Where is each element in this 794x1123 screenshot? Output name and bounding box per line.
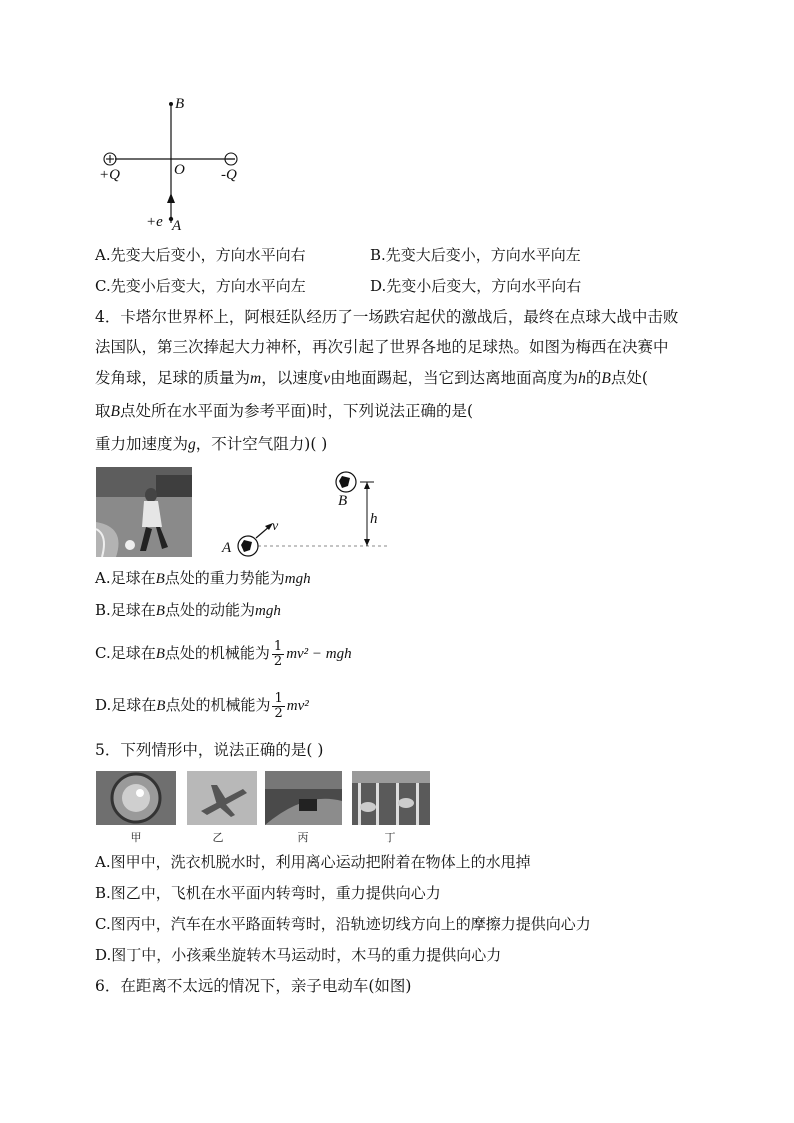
electron-label: +e	[146, 214, 163, 230]
q3-option-c: C.先变小后变大，方向水平向左	[95, 277, 306, 295]
q4-text: 的	[585, 369, 602, 387]
option-text: A.足球在	[95, 569, 156, 587]
option-text: 点处的机械能为	[165, 696, 271, 714]
q4-text: ，以速度	[261, 369, 324, 387]
option-text: C.足球在	[95, 644, 156, 662]
q3-option-d: D.先变小后变大，方向水平向右	[370, 277, 582, 295]
washing-machine-photo	[96, 771, 176, 825]
corner-kick-photo	[96, 467, 192, 557]
q3-option-a: A.先变大后变小，方向水平向右	[95, 246, 306, 264]
fraction-half	[272, 640, 284, 669]
option-text: 点处的机械能为	[164, 644, 270, 662]
carousel-photo	[352, 771, 430, 825]
var-v: v	[323, 370, 331, 387]
height-h-label: h	[370, 511, 378, 527]
q4-option-d	[95, 688, 309, 723]
q4-text: 点处(	[610, 369, 648, 387]
positive-charge-label: +Q	[99, 167, 120, 183]
fraction-denominator: 2	[274, 705, 283, 721]
fraction-denominator: 2	[273, 653, 283, 669]
ball-A-label: A	[222, 540, 232, 556]
velocity-v-label: v	[272, 519, 279, 534]
option-text: D.足球在	[95, 696, 157, 714]
point-B-label: B	[175, 96, 185, 112]
q4-option-b	[95, 600, 281, 621]
q4-text: 重力加速度为	[95, 435, 189, 453]
airplane-photo	[187, 771, 257, 825]
caption-yi: 乙	[212, 831, 224, 844]
formula: mgh	[254, 603, 281, 619]
option-text: B.足球在	[95, 601, 156, 619]
var-B: B	[155, 603, 165, 619]
formula: mv²	[286, 698, 309, 714]
q4-stem-line2: 法国队，第三次捧起大力神杯，再次引起了世界各地的足球热。如图为梅西在决赛中	[95, 338, 669, 356]
q5-option-b: B.图乙中，飞机在水平面内转弯时，重力提供向心力	[95, 884, 441, 902]
q4-option-a	[95, 568, 311, 589]
q4-stem-line3	[95, 368, 648, 389]
q4-text: 发角球，足球的质量为	[95, 369, 251, 387]
point-A-label: A	[172, 218, 182, 234]
formula: mv² − mgh	[286, 646, 352, 662]
q4-text: ，不计空气阻力)( )	[195, 435, 328, 453]
q6-stem: 6．在距离不太远的情况下，亲子电动车(如图)	[95, 977, 412, 995]
q5-stem: 5．下列情形中，说法正确的是( )	[95, 741, 324, 759]
var-B: B	[155, 571, 165, 587]
q5-option-d: D.图丁中，小孩乘坐旋转木马运动时，木马的重力提供向心力	[95, 946, 502, 964]
q3-option-b: B.先变大后变小，方向水平向左	[370, 246, 581, 264]
fraction-numerator: 1	[274, 690, 283, 706]
fraction-numerator: 1	[273, 638, 283, 654]
q4-text: 点处所在水平面为参考平面)时，下列说法正确的是(	[119, 402, 474, 420]
option-text: 点处的重力势能为	[164, 569, 285, 587]
q5-option-a: A.图甲中，洗衣机脱水时，利用离心运动把附着在物体上的水甩掉	[95, 853, 531, 871]
q4-option-c	[95, 636, 352, 671]
q4-stem-line1: 4．卡塔尔世界杯上，阿根廷队经历了一场跌宕起伏的激战后，最终在点球大战中击败	[95, 308, 679, 326]
point-O-label: O	[174, 162, 185, 178]
negative-charge-label: -Q	[221, 167, 237, 183]
var-m: m	[250, 370, 262, 387]
car-turning-photo	[265, 771, 342, 825]
q4-text: 由地面踢起，当它到达离地面高度为	[330, 369, 579, 387]
var-B: B	[110, 403, 120, 420]
var-B: B	[156, 698, 166, 714]
fraction-half	[272, 692, 284, 721]
ball-B-label: B	[338, 493, 348, 509]
q4-stem-line4	[95, 401, 473, 422]
var-h: h	[578, 370, 586, 387]
ball-trajectory-diagram	[220, 468, 395, 560]
caption-ding: 丁	[384, 831, 396, 844]
q4-text: 取	[95, 402, 111, 420]
q4-stem-line5	[95, 434, 327, 455]
var-g: g	[188, 436, 196, 453]
option-text: 点处的动能为	[164, 601, 255, 619]
var-B: B	[601, 370, 611, 387]
caption-bing: 丙	[297, 831, 309, 844]
var-B: B	[155, 646, 165, 662]
formula: mgh	[284, 571, 311, 587]
caption-jia: 甲	[130, 831, 142, 844]
q5-option-c: C.图丙中，汽车在水平路面转弯时，沿轨迹切线方向上的摩擦力提供向心力	[95, 915, 591, 933]
